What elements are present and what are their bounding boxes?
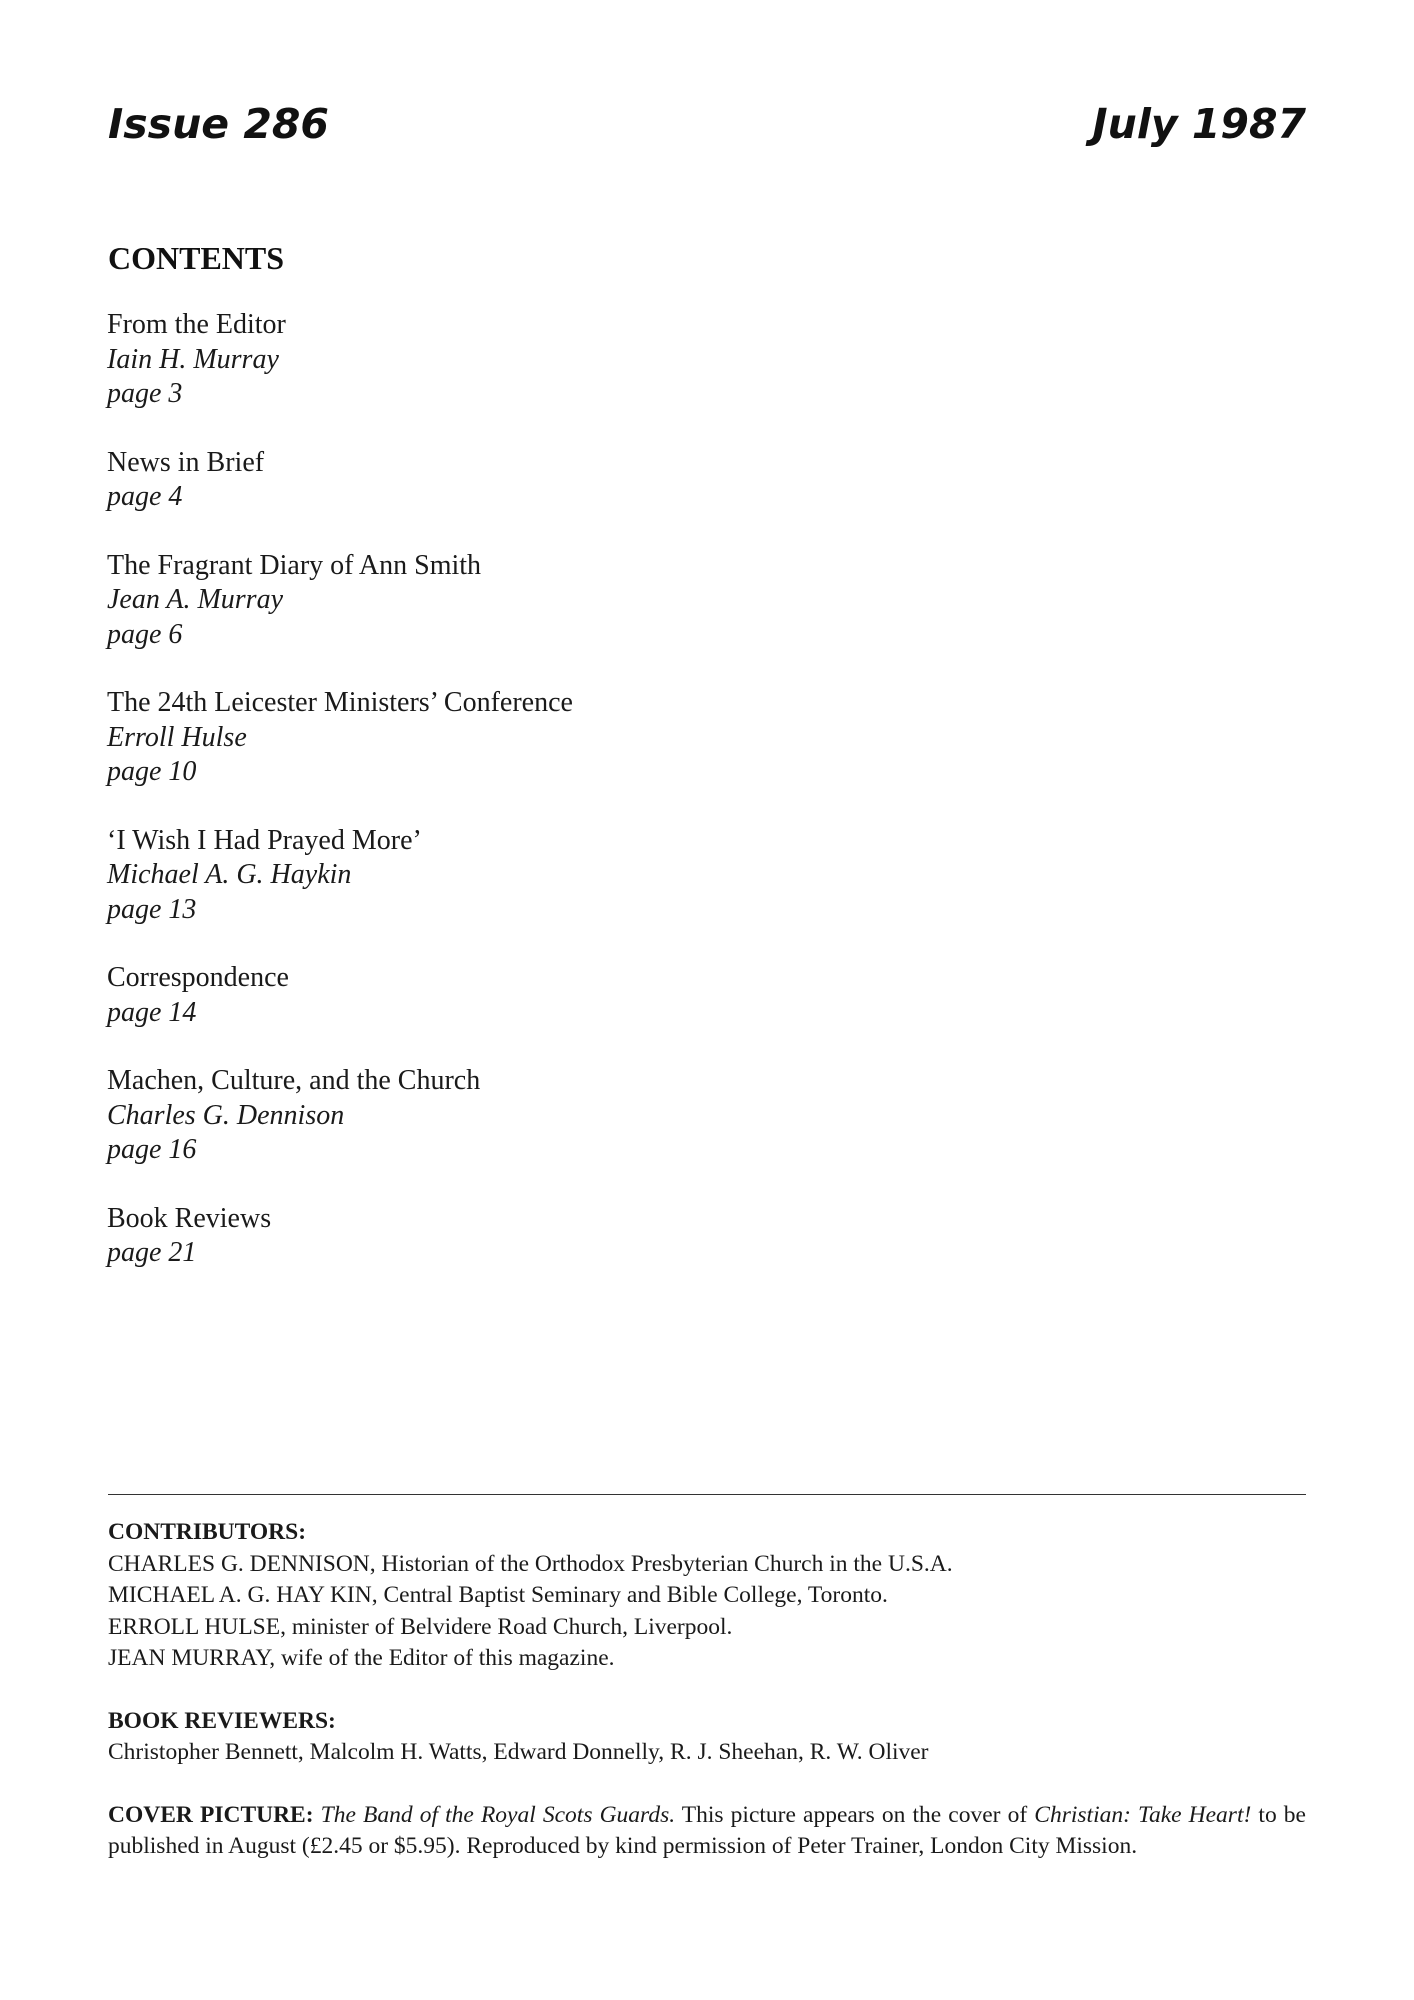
toc-entry[interactable] <box>107 308 907 412</box>
toc-entry-title: Correspondence <box>107 962 289 993</box>
cover-picture-label: COVER PICTURE: <box>108 1801 314 1828</box>
toc-entry-title: ‘I Wish I Had Prayed More’ <box>107 824 422 856</box>
toc-entry-title: The Fragrant Diary of Ann Smith <box>107 549 482 581</box>
toc-entry[interactable] <box>107 1202 907 1271</box>
toc-entry-title: The 24th Leicester Ministers’ Conference <box>107 687 573 718</box>
toc-entry-page: page 10 <box>107 756 197 787</box>
cover-book-title: Christian: Take Heart! <box>1034 1801 1252 1828</box>
contents-heading: CONTENTS <box>108 240 285 276</box>
toc-entry-author: Michael A. G. Haykin <box>107 859 352 890</box>
toc-entry-title: Book Reviews <box>107 1202 272 1234</box>
toc-entry-page: page 21 <box>107 1237 197 1268</box>
toc-entry[interactable] <box>107 549 907 653</box>
contributors-section <box>108 1517 1306 1675</box>
contributor-line: JEAN MURRAY, wife of the Editor of this magazine. <box>108 1645 615 1671</box>
toc-entry-page: page 16 <box>107 1134 197 1165</box>
cover-picture-section <box>108 1800 1306 1863</box>
toc-entry[interactable] <box>107 686 907 790</box>
contributor-line: CHARLES G. DENNISON, Historian of the Orthodox Presbyterian Church in the U.S.A. <box>108 1550 953 1577</box>
cover-picture-credit: to be published in August (£2.45 or $5.95). Reproduced by kind permission of Peter Trainer, London City Mission. <box>108 1801 1306 1859</box>
contributors-label: CONTRIBUTORS: <box>108 1519 307 1545</box>
toc-entry-author: Jean A. Murray <box>107 584 283 615</box>
toc-entry-title: From the Editor <box>107 309 286 340</box>
toc-entry-author: Erroll Hulse <box>107 721 247 753</box>
toc-entry-page: page 13 <box>107 893 197 925</box>
credits-footer <box>108 1517 1306 1894</box>
toc-entry-title: News in Brief <box>107 446 265 478</box>
contributor-line: ERROLL HULSE, minister of Belvidere Road Church, Liverpool. <box>108 1613 733 1640</box>
issue-number: Issue 286 <box>108 100 329 148</box>
cover-picture-title: The Band of the Royal Scots Guards. <box>320 1801 676 1828</box>
cover-picture-text: This picture appears on the cover of <box>681 1801 1028 1828</box>
toc-entry[interactable] <box>107 824 907 928</box>
reviewers-section <box>108 1706 1306 1769</box>
section-divider <box>108 1494 1306 1495</box>
toc-entry-author: Iain H. Murray <box>107 343 279 375</box>
toc-entry[interactable] <box>107 446 907 515</box>
page-header <box>108 98 1306 158</box>
toc-entry-page: page 4 <box>107 481 183 512</box>
contributor-line: MICHAEL A. G. HAY KIN, Central Baptist Seminary and Bible College, Toronto. <box>108 1582 888 1608</box>
reviewer-names: Christopher Bennett, Malcolm H. Watts, Edward Donnelly, R. J. Sheehan, R. W. Oliver <box>108 1739 929 1765</box>
issue-date: July 1987 <box>1092 100 1306 148</box>
toc-entry-page: page 3 <box>107 378 183 409</box>
toc-entry-title: Machen, Culture, and the Church <box>107 1065 481 1096</box>
table-of-contents <box>107 308 907 1305</box>
reviewers-label: BOOK REVIEWERS: <box>108 1707 336 1734</box>
toc-entry[interactable] <box>107 1064 907 1168</box>
toc-entry-page: page 6 <box>107 618 183 650</box>
toc-entry[interactable] <box>107 961 907 1030</box>
toc-entry-page: page 14 <box>107 996 197 1028</box>
toc-entry-author: Charles G. Dennison <box>107 1099 345 1131</box>
